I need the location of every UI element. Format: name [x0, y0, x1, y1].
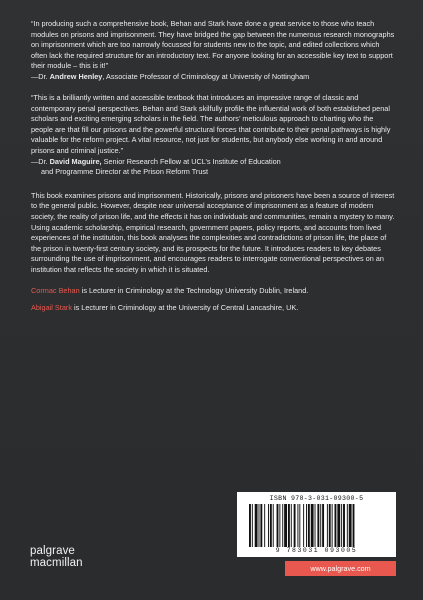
isbn-label: ISBN 978-3-031-09300-5 [269, 495, 364, 502]
barcode-bar [308, 504, 310, 547]
cover-text-block [31, 19, 397, 314]
barcode-bar [294, 504, 296, 547]
publisher-logo-line1: palgrave [30, 545, 75, 557]
author-name: Cormac Behan [31, 285, 80, 295]
barcode-bar [353, 504, 355, 547]
author-bio-2 [31, 303, 397, 314]
barcode-icon [249, 504, 384, 547]
barcode-bar [291, 504, 292, 547]
publisher-logo-line2: macmillan [30, 557, 83, 569]
barcode-bar [322, 504, 324, 547]
barcode-bar [317, 504, 319, 547]
publisher-logo [30, 545, 83, 569]
barcode-bar [343, 504, 345, 547]
endorsement-quote-1: “In producing such a comprehensive book, Behan and Stark have done a great service to those who teach modules on prisons and imprisonment. They have bridged the gap between the numerous research monographs on imprisonment which are too narrowly focussed for students new to the topic, and edited collections which often lack the required structure for an introductory text. For anyone looking for an accessible key text to support their module – this is it!” [31, 19, 395, 71]
author-bio-text: is Lecturer in Criminology at the Technology University Dublin, Ireland. [79, 285, 309, 295]
barcode-bar [268, 504, 269, 547]
barcode-bar [303, 504, 304, 547]
barcode-bar [277, 504, 279, 547]
attribution-prefix: —Dr. [31, 156, 48, 166]
barcode-bar [255, 504, 258, 547]
attribution-prefix: —Dr. [31, 71, 48, 81]
endorser-affiliation: Senior Research Fellow at UCL’s Institute of Education [101, 156, 281, 166]
endorser-affiliation-line2: and Programme Director at the Prison Reform Trust [41, 167, 209, 177]
barcode-bar [306, 504, 307, 547]
barcode-bar [284, 504, 287, 547]
endorser-affiliation: , Associate Professor of Criminology at University of Nottingham [102, 71, 310, 81]
barcode-bar [282, 504, 283, 547]
endorser-name: Andrew Henley [49, 71, 103, 81]
barcode-bar [264, 504, 265, 547]
barcode-bar [320, 504, 321, 547]
barcode-bar [288, 504, 290, 547]
barcode-digits: 9 783031 093005 [275, 547, 358, 554]
barcode-bar [349, 504, 352, 547]
author-bio-1 [31, 286, 397, 297]
endorser-name: David Maguire, [49, 156, 102, 166]
barcode-bar [335, 504, 337, 547]
barcode-bar [270, 504, 272, 547]
publisher-url[interactable]: www.palgrave.com [285, 561, 396, 576]
author-name: Abigail Stark [31, 303, 72, 313]
barcode-bar [252, 504, 253, 547]
author-bio-text: is Lecturer in Criminology at the University of Central Lancashire, UK. [71, 303, 299, 313]
endorsement-attribution-1 [31, 72, 397, 83]
barcode-bar [327, 504, 328, 547]
barcode-bar [341, 504, 342, 547]
book-description: This book examines prisons and imprisonment. Historically, prisons and prisoners have been a source of interest to the general public. However, despite near universal acceptance of imprisonment as a feature of modern society, the reality of prison life, and the effects it has on individuals and communities, remain a mystery to many. Using academic scholarship, empirical research, government papers, policy reports, and accounts from lived experiences of the institution, this book analyses the complexities and contradictions of prison life, the place of the prison in twenty-first century society, and its prospects for the future. It introduces readers to key debates surrounding the use of imprisonment, and encourages readers to interrogate conventional perspectives on an institution that reflects the society in which it is situated. [31, 190, 395, 274]
barcode-bar [260, 504, 262, 547]
barcode-bar [332, 504, 333, 547]
barcode-bar [347, 504, 348, 547]
barcode-bar [249, 504, 251, 547]
isbn-barcode [237, 492, 396, 557]
barcode-bar [337, 504, 340, 547]
barcode-bar [329, 504, 331, 547]
barcode-bar [259, 504, 260, 547]
barcode-bar [297, 504, 298, 547]
barcode-bar [311, 504, 314, 547]
barcode-bar [315, 504, 316, 547]
barcode-bar [273, 504, 274, 547]
barcode-bar [299, 504, 300, 547]
barcode-bar [279, 504, 280, 547]
endorsement-attribution-2 [31, 157, 397, 178]
endorsement-quote-2: “This is a brilliantly written and accessible textbook that introduces an impressive range of classic and contemporary penal perspectives. Behan and Stark skilfully profile the influential work of both established penal scholars and exciting emerging scholars in the field. The authors’ meticulous approach to charting who the people are that fill our prisons and the powerful structural forces that contribute to their penal pathways is highly valuable for the reform project. A vital resource, not just for students, but anybody else working in and around prisons and criminal justice.” [31, 93, 391, 156]
